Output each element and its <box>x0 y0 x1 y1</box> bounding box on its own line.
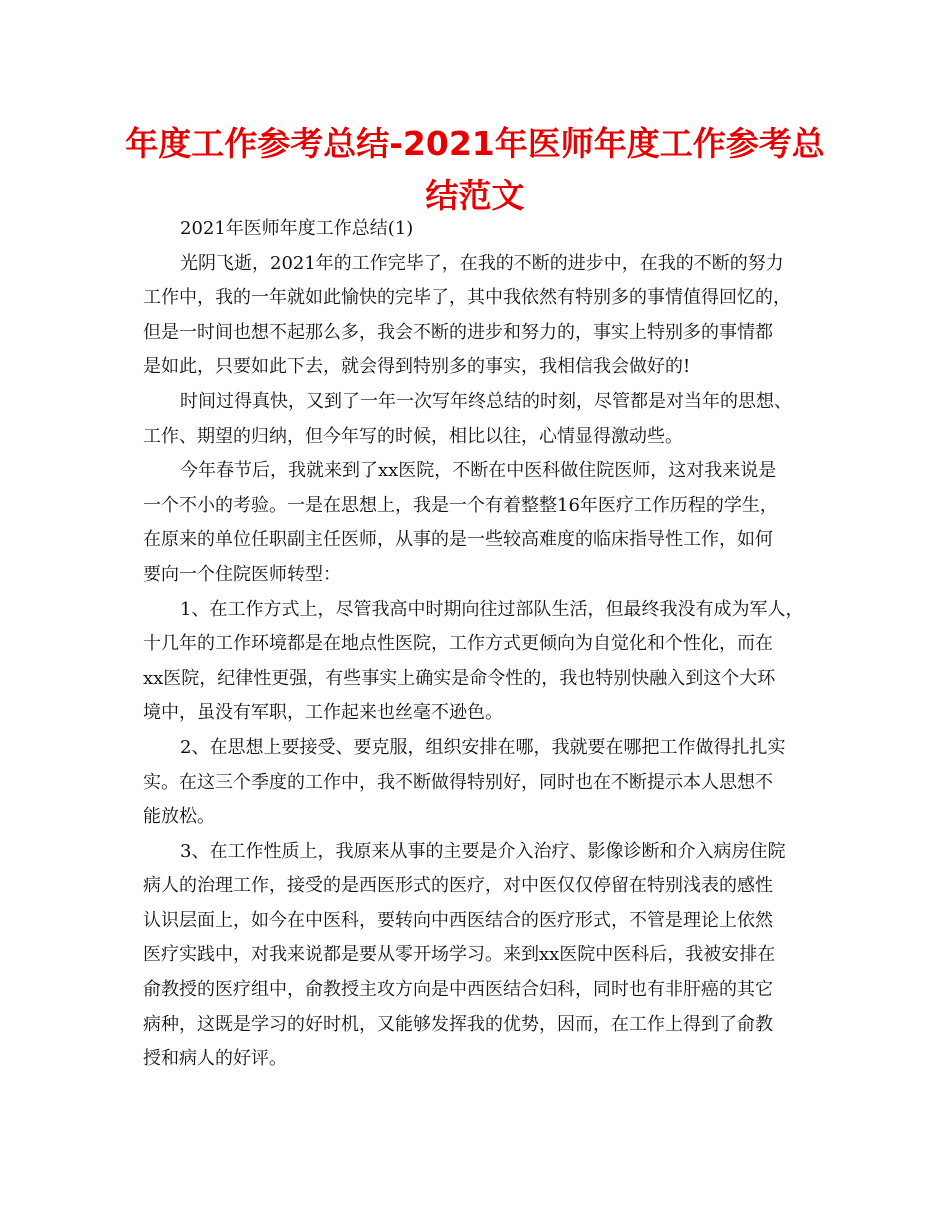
paragraph <box>143 247 815 385</box>
paragraph <box>143 835 815 1077</box>
text-line: 工作中，我的一年就如此愉快的完毕了，其中我依然有特别多的事情值得回忆的， <box>143 287 791 309</box>
text-line: 在原来的单位任职副主任医师，从事的是一些较高难度的临床指导性工作，如何 <box>143 529 773 551</box>
text-line: 但是一时间也想不起那么多，我会不断的进步和努力的，事实上特别多的事情都 <box>143 321 773 343</box>
title-line: 年度工作参考总结-2021年医师年度工作参考总 <box>125 124 825 163</box>
text-line: 1、在工作方式上，尽管我高中时期向往过部队生活，但最终我没有成为军人， <box>180 598 804 620</box>
paragraph <box>143 454 815 592</box>
text-line: 今年春节后，我就来到了xx医院，不断在中医科做住院医师，这对我来说是 <box>180 460 777 482</box>
title-line: 结范文 <box>425 176 525 215</box>
text-line: 境中，虽没有军职，工作起来也丝毫不逊色。 <box>143 702 503 724</box>
text-line: 病人的治理工作，接受的是西医形式的医疗，对中医仅仅停留在特别浅表的感性 <box>143 875 773 897</box>
text-line: 3、在工作性质上，我原来从事的主要是介入治疗、影像诊断和介入病房住院 <box>180 840 786 862</box>
section-heading <box>143 212 815 247</box>
text-line: 实。在这三个季度的工作中，我不断做得特别好，同时也在不断提示本人思想不 <box>143 771 773 793</box>
text-line: 时间过得真快，又到了一年一次写年终总结的时刻，尽管都是对当年的思想、 <box>180 390 792 412</box>
text-line: 俞教授的医疗组中，俞教授主攻方向是中西医结合妇科，同时也有非肝癌的其它 <box>143 979 773 1001</box>
text-line: 要向一个住院医师转型： <box>143 563 341 585</box>
text-line: 十几年的工作环境都是在地点性医院，工作方式更倾向为自觉化和个性化，而在 <box>143 633 773 655</box>
text-line: 能放松。 <box>143 806 215 828</box>
text-line: 是如此，只要如此下去，就会得到特别多的事实，我相信我会做好的! <box>143 356 691 378</box>
text-line: 病种，这既是学习的好时机，又能够发挥我的优势，因而，在工作上得到了俞教 <box>143 1013 773 1035</box>
text-line: 2、在思想上要接受、要克服，组织安排在哪，我就要在哪把工作做得扎扎实 <box>180 736 786 758</box>
document-title <box>120 118 830 222</box>
text-line: xx医院，纪律性更强，有些事实上确实是命令性的，我也特别快融入到这个大环 <box>143 667 776 689</box>
text-line: 认识层面上，如今在中医科，要转向中西医结合的医疗形式，不管是理论上依然 <box>143 909 773 931</box>
text-line: 一个不小的考验。一是在思想上，我是一个有着整整16年医疗工作历程的学生， <box>143 494 778 516</box>
text-line: 医疗实践中，对我来说都是要从零开场学习。来到xx医院中医科后，我被安排在 <box>143 944 776 966</box>
paragraph <box>143 385 815 454</box>
text-line: 授和病人的好评。 <box>143 1048 287 1070</box>
paragraph <box>143 731 815 835</box>
text-line: 工作、期望的归纳，但今年写的时候，相比以往，心情显得激动些。 <box>143 425 683 447</box>
text-line: 光阴飞逝，2021年的工作完毕了，在我的不断的进步中，在我的不断的努力 <box>180 252 784 274</box>
paragraph <box>143 593 815 731</box>
text-line: 2021年医师年度工作总结(1) <box>180 218 414 239</box>
document-body <box>143 212 815 1077</box>
